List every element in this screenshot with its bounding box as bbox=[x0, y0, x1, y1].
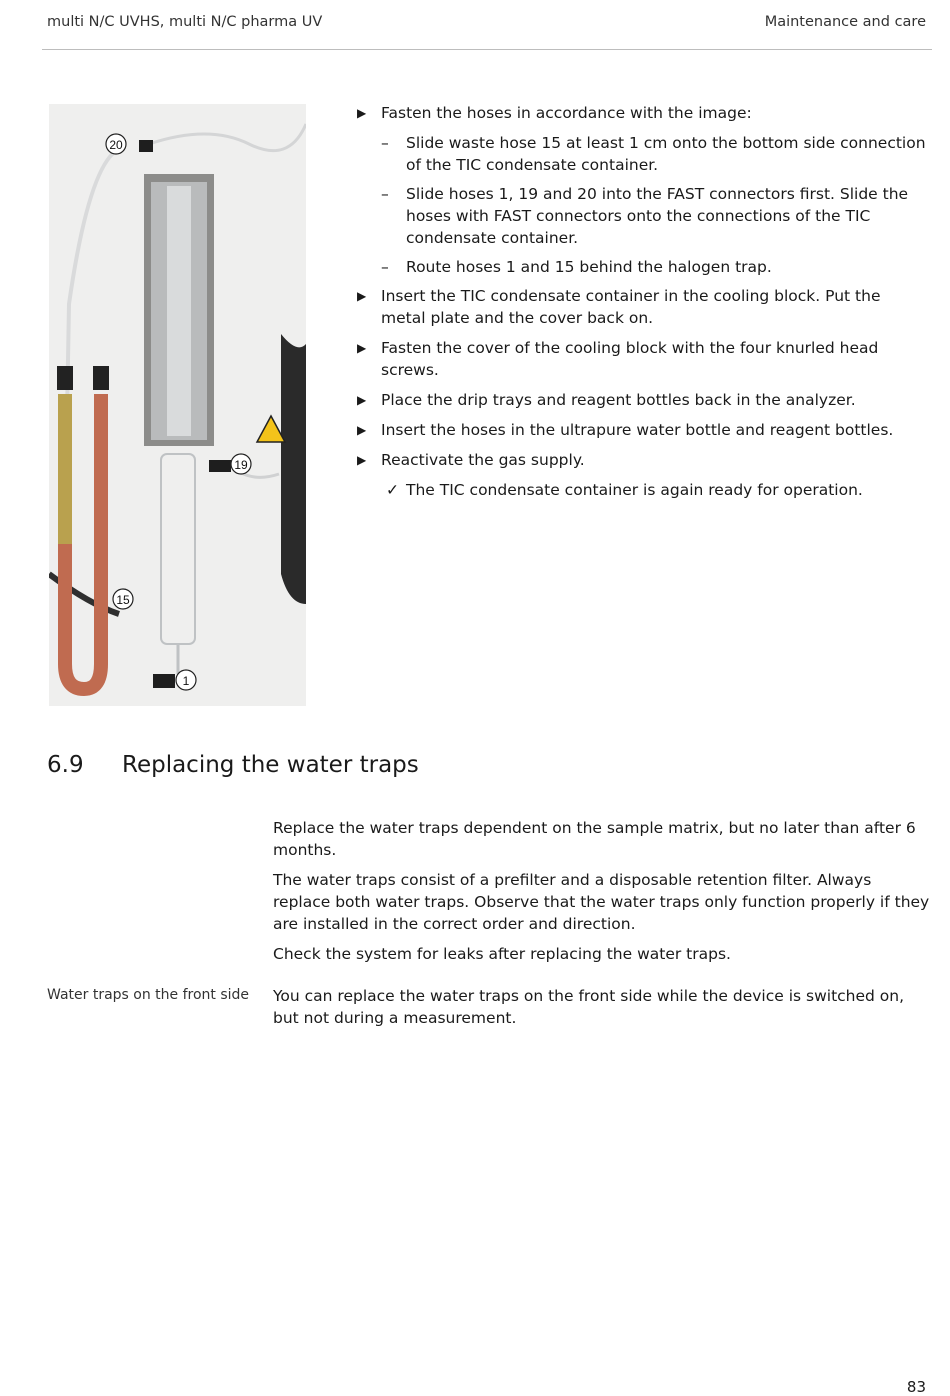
callout-1: 1 bbox=[182, 674, 190, 688]
result-item: ✓ The TIC condensate container is again ready for operation. bbox=[386, 481, 863, 499]
dash-marker: – bbox=[381, 258, 389, 276]
step-item: ▶ Insert the hoses in the ultrapure water bottle and reagent bottles. bbox=[357, 421, 894, 439]
check-icon: ✓ bbox=[386, 481, 399, 499]
callout-15: 15 bbox=[116, 593, 130, 607]
dash-marker: – bbox=[381, 185, 389, 203]
callout-20: 20 bbox=[109, 138, 123, 152]
step-arrow-icon: ▶ bbox=[357, 393, 367, 407]
step-item: ▶ Fasten the cover of the cooling block with the four knurled head screws. bbox=[357, 339, 879, 379]
dash-marker: – bbox=[381, 134, 389, 152]
paragraph: Check the system for leaks after replacing the water traps. bbox=[273, 945, 731, 963]
substep-item: – Route hoses 1 and 15 behind the halogen trap. bbox=[381, 258, 772, 276]
section-body bbox=[273, 817, 931, 973]
step-item: ▶ Place the drip trays and reagent bottles back in the analyzer. bbox=[357, 391, 856, 409]
section-title: Replacing the water traps bbox=[122, 752, 419, 778]
running-header-right: Maintenance and care bbox=[764, 14, 926, 30]
running-header-left: multi N/C UVHS, multi N/C pharma UV bbox=[47, 14, 323, 30]
front-side-paragraph: You can replace the water traps on the front side while the device is switched on, but not during a measurement. bbox=[273, 987, 905, 1027]
header-divider bbox=[42, 49, 932, 50]
step-arrow-icon: ▶ bbox=[357, 423, 367, 437]
substep-item: – Slide hoses 1, 19 and 20 into the FAST connectors first. Slide the hoses with FAST connectors onto the connections of the TIC condensate container. bbox=[381, 185, 909, 247]
step-arrow-icon: ▶ bbox=[357, 289, 367, 303]
substep-item: – Slide waste hose 15 at least 1 cm onto the bottom side connection of the TIC condensate container. bbox=[381, 134, 926, 174]
margin-label: Water traps on the front side bbox=[47, 987, 250, 1003]
step-item: ▶ Fasten the hoses in accordance with the image: bbox=[357, 104, 752, 122]
step-arrow-icon: ▶ bbox=[357, 106, 367, 120]
instruction-steps bbox=[357, 102, 929, 508]
callout-19: 19 bbox=[234, 458, 248, 472]
section-number: 6.9 bbox=[47, 752, 84, 778]
step-item: ▶ Insert the TIC condensate container in the cooling block. Put the metal plate and the cover back on. bbox=[357, 287, 881, 327]
page-number: 83 bbox=[906, 1378, 926, 1396]
step-arrow-icon: ▶ bbox=[357, 453, 367, 467]
step-arrow-icon: ▶ bbox=[357, 341, 367, 355]
condensate-container-photo bbox=[49, 104, 306, 706]
paragraph: Replace the water traps dependent on the sample matrix, but no later than after 6 months. bbox=[273, 819, 916, 859]
step-item: ▶ Reactivate the gas supply. bbox=[357, 451, 585, 469]
paragraph: The water traps consist of a prefilter and a disposable retention filter. Always replace both water traps. Observe that the water traps only function properly if they are installed in the correct order and direction. bbox=[273, 871, 930, 933]
